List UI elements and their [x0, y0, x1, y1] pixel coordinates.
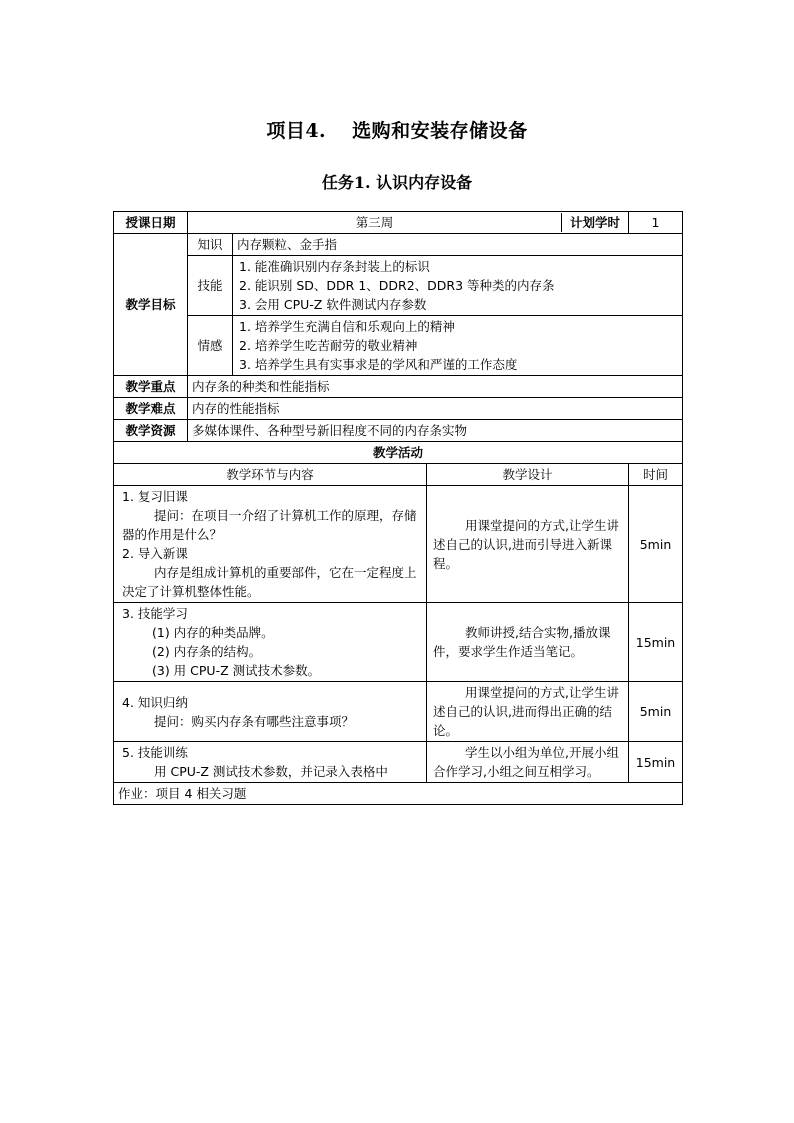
activity-line: 1. 复习旧课 [122, 489, 188, 504]
activity-row [114, 742, 683, 783]
activity-line: 2. 导入新课 [122, 546, 188, 561]
activity-time: 5min [629, 682, 683, 742]
key-label: 教学重点 [114, 376, 188, 398]
activity-time: 5min [629, 486, 683, 603]
key-row [114, 376, 683, 398]
emotion-items [233, 316, 683, 376]
date-value: 第三周 [355, 215, 394, 230]
date-label: 授课日期 [114, 212, 188, 234]
activity-line: 内存是组成计算机的重要部件，它在一定程度上决定了计算机整体性能。 [122, 565, 417, 599]
skill-label: 技能 [188, 256, 233, 316]
activity-design [427, 486, 629, 603]
activity-time: 15min [629, 603, 683, 682]
design-text: 学生以小组为单位,开展小组合作学习,小组之间互相学习。 [433, 745, 619, 779]
column-header-row [114, 464, 683, 486]
resource-value: 多媒体课件、各种型号新旧程度不同的内存条实物 [188, 420, 683, 442]
key-value: 内存条的种类和性能指标 [188, 376, 683, 398]
col-time-header: 时间 [629, 464, 683, 486]
page-title [0, 116, 794, 143]
col-design-header: 教学设计 [427, 464, 629, 486]
activity-time: 15min [629, 742, 683, 783]
difficult-value: 内存的性能指标 [188, 398, 683, 420]
emotion-item: 1. 培养学生充满自信和乐观向上的精神 [239, 319, 455, 334]
activity-header-row [114, 442, 683, 464]
skill-row [114, 256, 683, 316]
difficult-row [114, 398, 683, 420]
homework: 作业：项目 4 相关习题 [114, 783, 683, 805]
emotion-label: 情感 [188, 316, 233, 376]
activity-line: 3. 技能学习 [122, 606, 188, 621]
activity-line: (3) 用 CPU-Z 测试技术参数。 [152, 663, 321, 678]
activity-line: 5. 技能训练 [122, 745, 188, 760]
goals-label: 教学目标 [114, 234, 188, 376]
activity-design [427, 682, 629, 742]
activity-line: 用 CPU-Z 测试技术参数，并记录入表格中 [154, 764, 388, 779]
activity-content [114, 742, 427, 783]
difficult-label: 教学难点 [114, 398, 188, 420]
activity-row [114, 603, 683, 682]
knowledge-label: 知识 [188, 234, 233, 256]
skill-item: 1. 能准确识别内存条封装上的标识 [239, 259, 430, 274]
project-title: 选购和安装存储设备 [352, 120, 528, 142]
design-text: 用课堂提问的方式,让学生讲述自己的认识,进而引导进入新课程。 [433, 517, 619, 571]
activity-label: 教学活动 [114, 442, 683, 464]
hours-value: 1 [629, 212, 683, 234]
activity-design [427, 603, 629, 682]
activity-line: (2) 内存条的结构。 [152, 644, 262, 659]
activity-row [114, 486, 683, 603]
lesson-plan-table [113, 211, 683, 805]
homework-row [114, 783, 683, 805]
hours-label: 计划学时 [561, 213, 628, 232]
activity-row [114, 682, 683, 742]
date-row [114, 212, 683, 234]
col-content-header: 教学环节与内容 [114, 464, 427, 486]
activity-line: 提问：在项目一介绍了计算机工作的原理，存储器的作用是什么？ [122, 508, 417, 542]
activity-line: (1) 内存的种类品牌。 [152, 625, 274, 640]
activity-line: 4. 知识归纳 [122, 694, 188, 710]
resource-label: 教学资源 [114, 420, 188, 442]
resource-row [114, 420, 683, 442]
activity-line: 提问：购买内存条有哪些注意事项？ [154, 713, 355, 729]
activity-content [114, 486, 427, 603]
activity-content [114, 682, 427, 742]
date-cell [188, 212, 629, 234]
activity-design [427, 742, 629, 783]
task-title: 任务1. 认识内存设备 [321, 173, 473, 192]
knowledge-value: 内存颗粒、金手指 [233, 234, 683, 256]
emotion-item: 2. 培养学生吃苦耐劳的敬业精神 [239, 338, 418, 353]
design-text: 用课堂提问的方式,让学生讲述自己的认识,进而得出正确的结论。 [433, 685, 619, 738]
knowledge-row [114, 234, 683, 256]
activity-content [114, 603, 427, 682]
design-text: 教师讲授,结合实物,播放课件，要求学生作适当笔记。 [433, 625, 611, 659]
project-number: 项目4. [266, 120, 327, 142]
skill-item: 3. 会用 CPU-Z 软件测试内存参数 [239, 297, 427, 312]
emotion-row [114, 316, 683, 376]
skill-item: 2. 能识别 SD、DDR 1、DDR2、DDR3 等种类的内存条 [239, 278, 555, 293]
skill-items [233, 256, 683, 316]
emotion-item: 3. 培养学生具有实事求是的学风和严谨的工作态度 [239, 357, 518, 372]
